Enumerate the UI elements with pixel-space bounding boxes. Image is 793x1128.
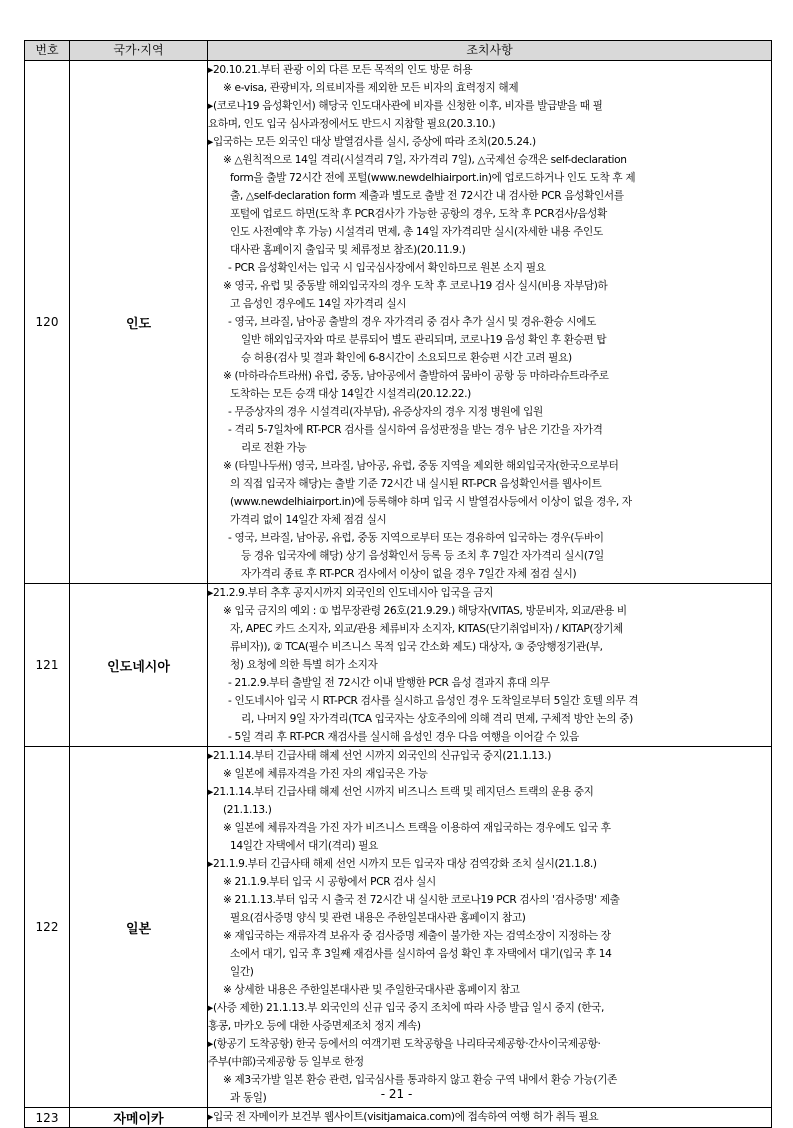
page-number: - 21 - — [380, 1087, 413, 1101]
measures-cell — [208, 584, 772, 747]
country-name: 인도네시아 — [70, 584, 208, 747]
measure-line: ▸20.10.21.부터 관광 이외 다른 모든 목적의 인도 방문 허용 — [208, 64, 473, 76]
table-row-indonesia — [25, 584, 772, 747]
measure-line: ※ 21.1.9.부터 입국 시 공항에서 PCR 검사 실시 — [223, 876, 436, 888]
measure-line: 자, APEC 카드 소지자, 외교/관용 체류비자 소지자, KITAS(단기취업비자) / KITAP(장기체 — [230, 623, 623, 635]
measure-line: ※ e-visa, 관광비자, 의료비자를 제외한 모든 비자의 효력정지 해제 — [223, 82, 519, 94]
measure-line: 류비자)), ② TCA(필수 비즈니스 목적 입국 간소화 제도) 대상자, ③ 중앙행정기관(부, — [230, 641, 603, 653]
measure-line: - 무증상자의 경우 시설격리(자부담), 유증상자의 경우 지정 병원에 입원 — [228, 406, 543, 418]
measure-line: 과 동일) — [230, 1092, 267, 1104]
country-name: 자메이카 — [70, 1108, 208, 1128]
measure-line: ※ 재입국하는 재류자격 보유자 중 검사증명 제출이 불가한 자는 검역소장이 지정하는 장 — [223, 930, 611, 942]
row-number: 123 — [25, 1108, 70, 1128]
measure-line: 승 허용(검사 및 결과 확인에 6-8시간이 소요되므로 환승편 시간 고려 필요) — [241, 352, 572, 364]
measure-line: - 영국, 브라질, 남아공, 유럽, 중동 지역으로부터 또는 경유하여 입국하는 경우(두바이 — [228, 532, 604, 544]
measure-line: ▸(항공기 도착공항) 한국 등에서의 여객기편 도착공항을 나리타국제공항·간사이국제공항· — [208, 1038, 601, 1050]
measure-line: ※ (마하라슈트라州) 유럽, 중동, 남아공에서 출발하여 뭄바이 공항 등 마하라슈트라주로 — [223, 370, 609, 382]
measure-line: - 5일 격리 후 RT-PCR 재검사를 실시해 음성인 경우 다음 여행을 이어갈 수 있음 — [228, 731, 579, 743]
measure-line: 일간) — [230, 966, 254, 978]
measure-line: ▸21.2.9.부터 추후 공지시까지 외국인의 인도네시아 입국을 금지 — [208, 587, 494, 599]
measure-line: 대사관 홈페이지 출입국 및 체류정보 참조)(20.11.9.) — [230, 244, 466, 256]
measure-line: - 인도네시아 입국 시 RT-PCR 검사를 실시하고 음성인 경우 도착일로부터 5일간 호텔 의무 격 — [228, 695, 639, 707]
measure-line: - 격리 5-7일차에 RT-PCR 검사를 실시하여 음성판정을 받는 경우 남은 기간을 자가격 — [228, 424, 603, 436]
table-header-row — [25, 41, 772, 61]
measure-line: 필요(검사증명 양식 및 관련 내용은 주한일본대사관 홈페이지 참고) — [230, 912, 526, 924]
table-row-japan — [25, 747, 772, 1108]
measure-line: (www.newdelhiairport.in)에 등록해야 하며 입국 시 발열검사등에서 이상이 없을 경우, 자 — [230, 496, 632, 508]
measures-cell — [208, 747, 772, 1108]
measure-line: ※ 영국, 유럽 및 중동발 해외입국자의 경우 도착 후 코로나19 검사 실시(비용 자부담)하 — [223, 280, 608, 292]
header-country: 국가·지역 — [70, 41, 208, 61]
measure-line: ※ (타밀나두州) 영국, 브라질, 남아공, 유럽, 중동 지역을 제외한 해외입국자(한국으로부터 — [223, 460, 619, 472]
measure-line: 인도 사전예약 후 가능) 시설격리 면제, 총 14일 자가격리만 실시(자세한 내용 주인도 — [230, 226, 603, 238]
measure-line: ▸입국하는 모든 외국인 대상 발열검사를 실시, 증상에 따라 조치(20.5.24.) — [208, 136, 536, 148]
measure-line: ※ 일본에 체류자격을 가진 자가 비즈니스 트랙을 이용하여 재입국하는 경우에도 입국 후 — [223, 822, 611, 834]
measure-line: 요하며, 인도 입국 심사과정에서도 반드시 지참할 필요(20.3.10.) — [208, 118, 496, 130]
measure-line: 의 직접 입국자 해당)는 출발 기준 72시간 내 실시된 RT-PCR 음성확인서를 웹사이트 — [230, 478, 602, 490]
header-number: 번호 — [25, 41, 70, 61]
measure-line: 자가격리 종료 후 RT-PCR 검사에서 이상이 없을 경우 7일간 자체 점검 실시) — [241, 568, 577, 580]
measure-line: ▸21.1.9.부터 긴급사태 해제 선언 시까지 모든 입국자 대상 검역강화 조치 실시(21.1.8.) — [208, 858, 597, 870]
measure-line: 가격리 없이 14일간 자체 점검 실시 — [230, 514, 387, 526]
table-row-india — [25, 61, 772, 584]
measure-line: 도착하는 모든 승객 대상 14일간 시설격리(20.12.22.) — [230, 388, 471, 400]
table-row-jamaica — [25, 1108, 772, 1128]
measure-line: 청) 요청에 의한 특별 허가 소지자 — [230, 659, 378, 671]
measures-cell — [208, 1108, 772, 1128]
measure-line: 일반 해외입국자와 따로 분류되어 별도 관리되며, 코로나19 음성 확인 후 환승편 탑 — [241, 334, 607, 346]
measure-line: 홍콩, 마카오 등에 대한 사증면제조치 정지 계속) — [208, 1020, 421, 1032]
measure-line: ▸21.1.14.부터 긴급사태 해제 선언 시까지 외국인의 신규입국 중지(21.1.13.) — [208, 750, 551, 762]
measure-line: 등 경유 입국자에 해당) 상기 음성확인서 등록 등 조치 후 7일간 자가격리 실시(7일 — [241, 550, 604, 562]
measure-line: ※ 상세한 내용은 주한일본대사관 및 주일한국대사관 홈페이지 참고 — [223, 984, 520, 996]
country-name: 인도 — [70, 61, 208, 584]
measure-line: - 21.2.9.부터 출발일 전 72시간 이내 발행한 PCR 음성 결과지 휴대 의무 — [228, 677, 550, 689]
measures-table — [24, 40, 772, 1128]
measure-line: 포털에 업로드 하면(도착 후 PCR검사가 가능한 공항의 경우, 도착 후 PCR검사/음성확 — [230, 208, 607, 220]
measure-line: form을 출발 72시간 전에 포털(www.newdelhiairport.in)에 업로드하거나 인도 도착 후 제 — [230, 172, 636, 184]
measure-line: (21.1.13.) — [223, 804, 272, 816]
measure-line: 주부(中部)국제공항 등 일부로 한정 — [208, 1056, 364, 1068]
measure-line: ▸입국 전 자메이카 보건부 웹사이트(visitjamaica.com)에 접속하여 여행 허가 취득 필요 — [208, 1111, 599, 1123]
measure-line: ▸(사증 제한) 21.1.13.부 외국인의 신규 입국 중지 조치에 따라 사증 발급 일시 중지 (한국, — [208, 1002, 605, 1014]
measure-line: - 영국, 브라질, 남아공 출발의 경우 자가격리 중 검사 추가 실시 및 경유·환승 시에도 — [228, 316, 597, 328]
measure-line: 고 음성인 경우에도 14일 자가격리 실시 — [230, 298, 407, 310]
row-number: 120 — [25, 61, 70, 584]
measure-line: 소에서 대기, 입국 후 3일째 재검사를 실시하여 음성 확인 후 자택에서 대기(입국 후 14 — [230, 948, 612, 960]
measure-line: ▸21.1.14.부터 긴급사태 해제 선언 시까지 비즈니스 트랙 및 레지던스 트랙의 운용 중지 — [208, 786, 594, 798]
measure-line: ▸(코로나19 음성확인서) 해당국 인도대사관에 비자를 신청한 이후, 비자를 발급받을 때 필 — [208, 100, 603, 112]
header-measures: 조치사항 — [208, 41, 772, 61]
row-number: 122 — [25, 747, 70, 1108]
row-number: 121 — [25, 584, 70, 747]
measure-line: ※ 일본에 체류자격을 가진 자의 재입국은 가능 — [223, 768, 428, 780]
measure-line: ※ 21.1.13.부터 입국 시 출국 전 72시간 내 실시한 코로나19 PCR 검사의 '검사증명' 제출 — [223, 894, 620, 906]
measure-line: ※ △원칙적으로 14일 격리(시설격리 7일, 자가격리 7일), △국제선 승객은 self-declaration — [223, 154, 627, 166]
measure-line: 출, △self-declaration form 제출과 별도로 출발 전 72시간 내 검사한 PCR 음성확인서를 — [230, 190, 624, 202]
measures-cell — [208, 61, 772, 584]
measure-line: ※ 입국 금지의 예외 : ① 법무장관령 26호(21.9.29.) 해당자(VITAS, 방문비자, 외교/관용 비 — [223, 605, 627, 617]
measure-line: ※ 제3국가발 일본 환승 관련, 입국심사를 통과하지 않고 환승 구역 내에서 환승 가능(기존 — [223, 1074, 617, 1086]
measure-line: 14일간 자택에서 대기(격리) 필요 — [230, 840, 379, 852]
country-name: 일본 — [70, 747, 208, 1108]
measure-line: 리로 전환 가능 — [241, 442, 307, 454]
measure-line: 리, 나머지 9일 자가격리(TCA 입국자는 상호주의에 의해 격리 면제, 구체적 방안 논의 중) — [241, 713, 633, 725]
measure-line: - PCR 음성확인서는 입국 시 입국심사장에서 확인하므로 원본 소지 필요 — [228, 262, 546, 274]
